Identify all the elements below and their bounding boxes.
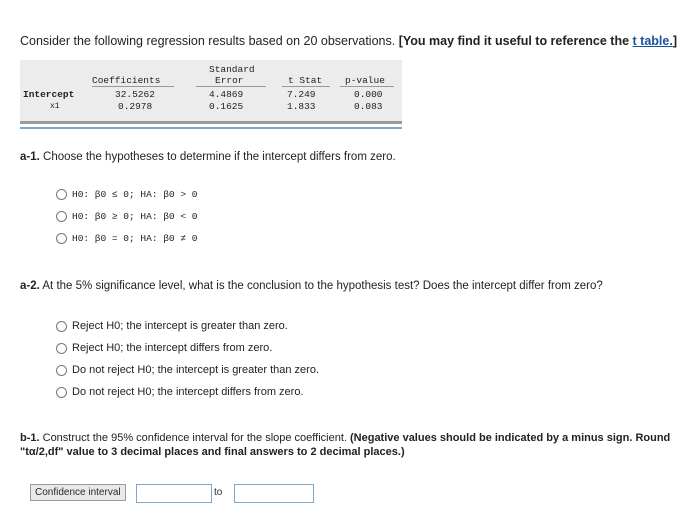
a1-option-1[interactable]: [56, 189, 197, 200]
a2-option-1-text: Reject H0; the intercept is greater than zero.: [72, 320, 288, 332]
a2-option-3-text: Do not reject H0; the intercept is greater than zero.: [72, 364, 320, 376]
row-x1-coefficient: 0.2978: [118, 101, 153, 112]
ci-upper-input[interactable]: [234, 484, 314, 503]
a2-option-1[interactable]: [56, 320, 288, 332]
header-text: Consider the following regression results based on 20 observations.: [20, 34, 396, 48]
question-a2: [20, 280, 603, 292]
radio-icon[interactable]: [56, 321, 67, 332]
row-x1-t: 1.833: [287, 101, 316, 112]
table-bottom-bar: [20, 121, 402, 124]
header-p-value: p-value: [345, 75, 385, 86]
header-bracket: ]: [672, 34, 678, 48]
radio-icon[interactable]: [56, 387, 67, 398]
row-intercept-coefficient: 32.5262: [115, 89, 155, 100]
b1-text: Construct the 95% confidence interval for the slope coefficient.: [42, 432, 347, 444]
header-t-stat: t Stat: [288, 75, 323, 86]
a2-option-4[interactable]: [56, 386, 304, 398]
radio-icon[interactable]: [56, 211, 67, 222]
a1-text: Choose the hypotheses to determine if the intercept differs from zero.: [43, 151, 396, 163]
header-error: Error: [215, 75, 244, 86]
header-standard: Standard: [209, 64, 255, 75]
a1-label: a-1.: [20, 151, 40, 163]
table-divider: [20, 127, 402, 129]
question-header: [20, 34, 677, 48]
row-intercept-p: 0.000: [354, 89, 383, 100]
a1-option-2-text: H0: β0 ≥ 0; HA: β0 < 0: [72, 211, 198, 222]
ci-lower-input[interactable]: [136, 484, 212, 503]
radio-icon[interactable]: [56, 233, 67, 244]
confidence-interval-label: Confidence interval: [30, 484, 126, 501]
a2-option-2-text: Reject H0; the intercept differs from zero.: [72, 342, 273, 354]
row-intercept-se: 4.4869: [209, 89, 244, 100]
row-x1-se: 0.1625: [209, 101, 244, 112]
a2-label: a-2.: [20, 280, 40, 292]
regression-table: [20, 60, 402, 124]
b1-label: b-1.: [20, 432, 40, 444]
b1-note: (Negative values should be indicated by a minus sign. Round "tα/2,df" value to 3 decimal places and final answers to 2 decimal places.): [20, 432, 671, 458]
ci-to-text: to: [214, 487, 223, 498]
a1-option-1-text: H0: β0 ≤ 0; HA: β0 > 0: [72, 189, 198, 200]
a1-option-3-text: H0: β0 = 0; HA: β0 ≠ 0: [72, 233, 198, 244]
a1-option-3[interactable]: [56, 233, 197, 244]
radio-icon[interactable]: [56, 189, 67, 200]
a1-option-2[interactable]: [56, 211, 197, 222]
t-table-link[interactable]: t table.: [632, 34, 673, 48]
row-x1-label: x1: [50, 102, 60, 111]
a2-text: At the 5% significance level, what is the conclusion to the hypothesis test? Does the intercept differ from zero?: [42, 280, 603, 292]
question-b1: [20, 431, 690, 459]
a2-option-3[interactable]: [56, 364, 319, 376]
row-intercept-t: 7.249: [287, 89, 316, 100]
a2-option-2[interactable]: [56, 342, 272, 354]
question-a1: [20, 151, 396, 163]
radio-icon[interactable]: [56, 343, 67, 354]
header-coefficients: Coefficients: [92, 75, 161, 86]
radio-icon[interactable]: [56, 365, 67, 376]
row-x1-p: 0.083: [354, 101, 383, 112]
a2-option-4-text: Do not reject H0; the intercept differs from zero.: [72, 386, 304, 398]
header-bold-text: [You may find it useful to reference the: [398, 34, 630, 48]
row-intercept-label: Intercept: [23, 89, 75, 100]
